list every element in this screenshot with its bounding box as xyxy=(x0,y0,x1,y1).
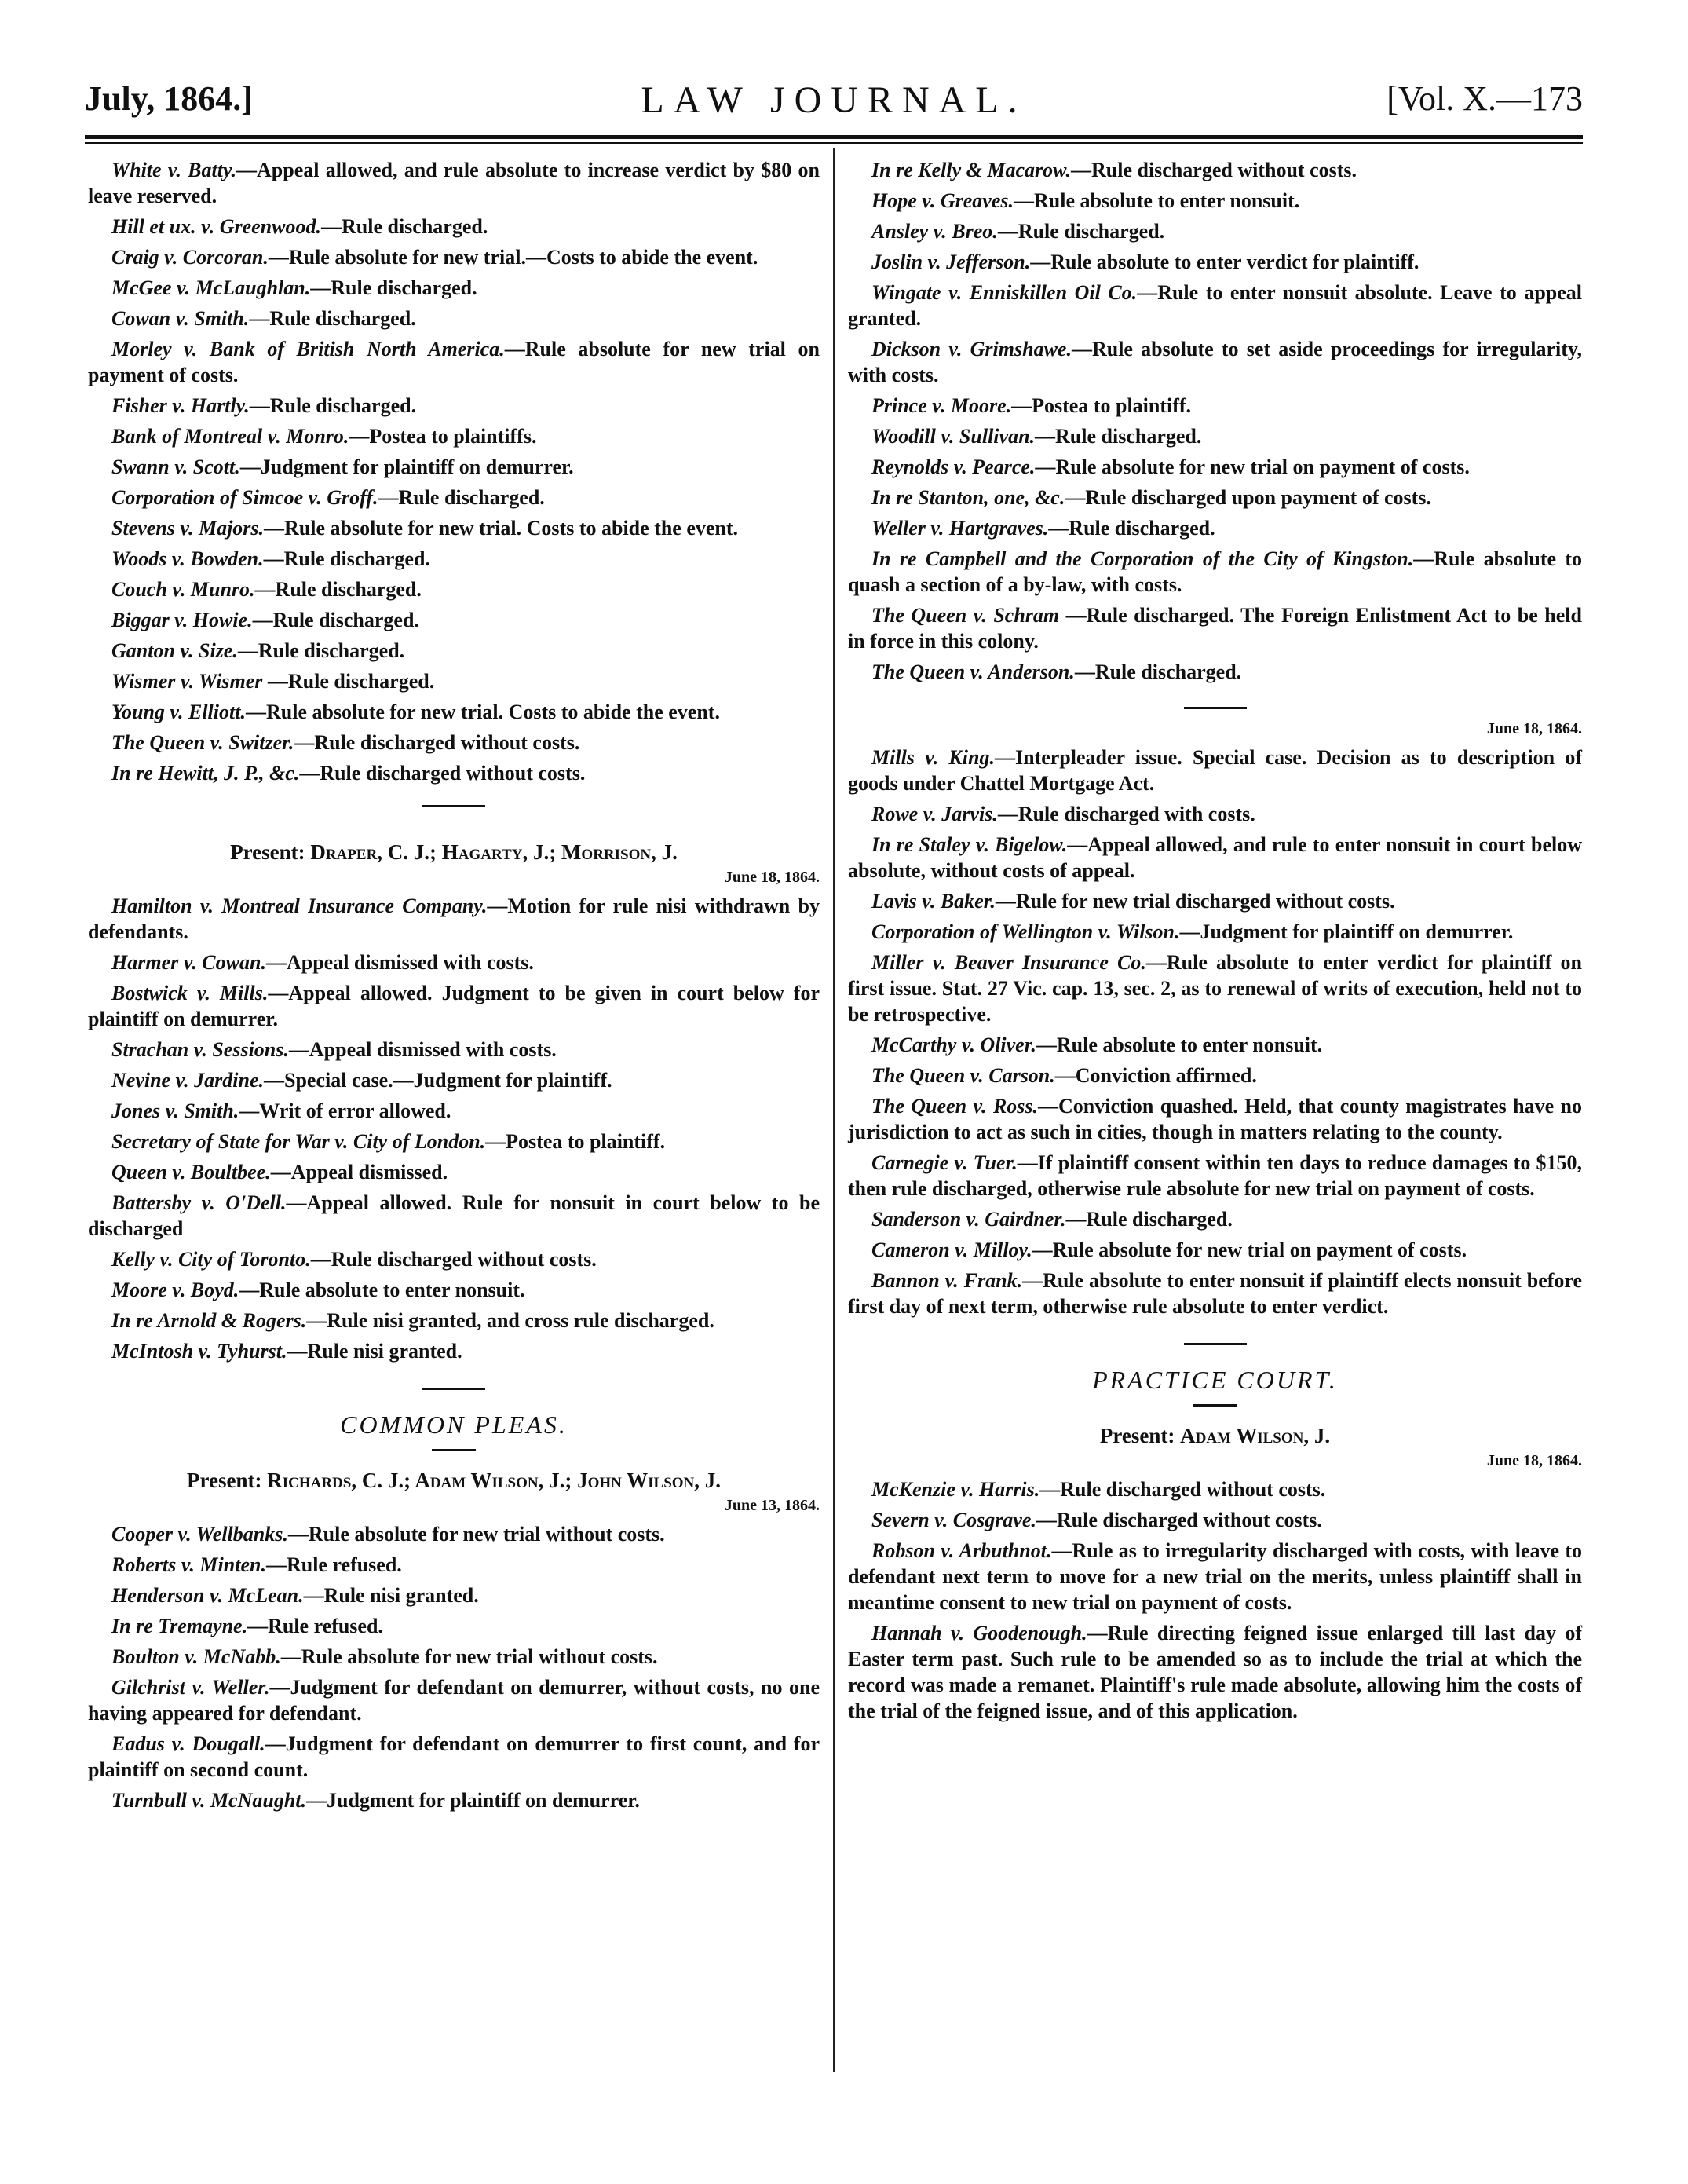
case-ruling: —Rule refused. xyxy=(265,1553,402,1576)
case-entry xyxy=(848,546,1582,598)
case-name: In re Hewitt, J. P., &c. xyxy=(111,762,300,785)
case-ruling: —Judgment for plaintiff on demurrer. xyxy=(306,1789,640,1812)
case-entry xyxy=(88,1674,820,1726)
case-entry xyxy=(848,157,1582,183)
case-name: Hill et ux. v. Greenwood. xyxy=(111,215,321,238)
case-name: Turnbull v. McNaught. xyxy=(111,1789,307,1812)
case-entry xyxy=(88,454,820,480)
case-ruling: —Appeal dismissed with costs. xyxy=(265,951,534,974)
case-name: McGee v. McLaughlan. xyxy=(111,276,311,299)
case-entry xyxy=(88,336,820,388)
case-ruling: —Rule absolute for new trial.—Costs to abide the event. xyxy=(268,246,758,269)
case-name: Robson v. Arbuthnot. xyxy=(871,1539,1052,1562)
case-name: The Queen v. Ross. xyxy=(871,1095,1039,1118)
case-entry xyxy=(88,1308,820,1333)
case-entry xyxy=(848,188,1582,214)
case-name: The Queen v. Schram xyxy=(871,604,1060,627)
case-ruling: —Judgment for plaintiff on demurrer. xyxy=(239,455,574,478)
case-entry xyxy=(88,546,820,572)
case-entry xyxy=(848,919,1582,945)
case-ruling: —If plaintiff consent within ten days to reduce damages to $150, then rule discharged, otherwise rule absolute for new trial on payment of costs. xyxy=(848,1151,1583,1200)
case-name: Reynolds v. Pearce. xyxy=(871,455,1036,478)
judges-names: Richards, C. J.; Adam Wilson, J.; John Wilson, J. xyxy=(267,1469,722,1492)
case-name: Harmer v. Cowan. xyxy=(111,951,266,974)
case-entry xyxy=(88,607,820,633)
case-ruling: —Rule discharged without costs. xyxy=(299,762,586,785)
case-entry xyxy=(848,423,1582,449)
case-ruling: —Appeal dismissed. xyxy=(270,1161,448,1183)
case-ruling: —Rule discharged. xyxy=(997,220,1165,243)
case-ruling: —Rule for new trial discharged without costs. xyxy=(995,890,1395,913)
case-name: Miller v. Beaver Insurance Co. xyxy=(871,951,1146,974)
case-ruling: —Conviction affirmed. xyxy=(1054,1064,1257,1087)
case-ruling: —Rule absolute to enter nonsuit. xyxy=(1036,1033,1323,1056)
case-name: Cameron v. Milloy. xyxy=(871,1238,1032,1261)
case-entry xyxy=(88,1338,820,1364)
case-entry xyxy=(848,280,1582,331)
case-name: Woodill v. Sullivan. xyxy=(871,425,1036,448)
case-ruling: —Judgment for defendant on demurrer to first count, and for plaintiff on second count. xyxy=(88,1732,820,1781)
case-name: Joslin v. Jefferson. xyxy=(871,251,1031,273)
right-section-3 xyxy=(848,1476,1582,1724)
present-label: Present: xyxy=(186,1469,262,1492)
case-entry xyxy=(848,393,1582,419)
right-section-2 xyxy=(848,744,1582,1319)
separator-rule xyxy=(1184,1343,1247,1345)
case-name: Nevine v. Jardine. xyxy=(111,1069,264,1092)
case-ruling: —Appeal dismissed with costs. xyxy=(288,1038,557,1061)
case-ruling: —Rule discharged. xyxy=(1074,660,1242,683)
header-rule-thin xyxy=(85,142,1583,144)
case-name: McIntosh v. Tyhurst. xyxy=(111,1340,287,1363)
case-name: Woods v. Bowden. xyxy=(111,547,264,570)
case-entry xyxy=(88,1552,820,1578)
case-ruling: —Judgment for defendant on demurrer, without costs, no one having appeared for defendant. xyxy=(88,1676,820,1725)
case-ruling: —Rule absolute to enter nonsuit. xyxy=(239,1279,525,1301)
sitting-date: June 18, 1864. xyxy=(1486,1452,1582,1469)
case-entry xyxy=(88,1129,820,1154)
case-name: Biggar v. Howie. xyxy=(111,609,253,631)
court-heading: PRACTICE COURT. xyxy=(1092,1366,1338,1394)
case-entry xyxy=(88,1644,820,1670)
case-entry xyxy=(848,218,1582,244)
case-name: Jones v. Smith. xyxy=(111,1099,239,1122)
separator-rule-small xyxy=(432,1449,476,1451)
case-entry xyxy=(88,949,820,975)
journal-title: LAW JOURNAL. xyxy=(641,79,1027,121)
case-entry xyxy=(88,1787,820,1813)
case-name: McCarthy v. Oliver. xyxy=(871,1033,1036,1056)
left-column xyxy=(88,157,820,1818)
case-ruling: —Postea to plaintiff. xyxy=(485,1130,666,1153)
case-name: Sanderson v. Gairdner. xyxy=(871,1208,1066,1231)
case-ruling: —Motion for rule nisi withdrawn by defendants. xyxy=(88,894,820,943)
case-entry xyxy=(88,423,820,449)
case-entry xyxy=(848,888,1582,914)
case-ruling: —Writ of error allowed. xyxy=(239,1099,451,1122)
case-ruling: —Rule as to irregularity discharged with costs, with leave to defendant next term to move for a new trial on the merits, unless plaintiff shall in meantime consent to new trial on payment of costs. xyxy=(848,1539,1582,1614)
case-ruling: —Rule discharged. xyxy=(249,394,417,417)
page-header xyxy=(85,79,1583,134)
case-ruling: —Judgment for plaintiff on demurrer. xyxy=(1179,920,1514,943)
case-ruling: —Rule discharged. xyxy=(1048,517,1215,540)
case-entry xyxy=(848,1150,1582,1202)
case-entry xyxy=(848,1507,1582,1533)
case-entry xyxy=(88,393,820,419)
case-entry xyxy=(848,515,1582,541)
case-entry xyxy=(848,336,1582,388)
case-entry xyxy=(88,1037,820,1063)
case-ruling: —Rule absolute to enter verdict for plaintiff on first issue. Stat. 27 Vic. cap. 13, sec. 2, as to renewal of writs of execution, held not to be retrospective. xyxy=(848,951,1582,1026)
case-name: White v. Batty. xyxy=(111,159,237,181)
case-name: The Queen v. Switzer. xyxy=(111,731,294,754)
case-ruling: —Appeal allowed. Rule for nonsuit in court below to be discharged xyxy=(88,1191,820,1240)
case-name: Rowe v. Jarvis. xyxy=(871,803,998,825)
case-name: Moore v. Boyd. xyxy=(111,1279,239,1301)
case-entry xyxy=(848,1620,1582,1724)
case-name: Secretary of State for War v. City of London. xyxy=(111,1130,486,1153)
separator-rule-small xyxy=(1193,1404,1237,1407)
sitting-date: June 18, 1864. xyxy=(1486,720,1582,737)
case-ruling: —Rule refused. xyxy=(247,1615,383,1637)
case-entry xyxy=(88,275,820,301)
case-name: Battersby v. O'Dell. xyxy=(111,1191,287,1214)
case-ruling: —Rule absolute to enter nonsuit. xyxy=(1013,189,1300,212)
case-ruling: —Rule discharged without costs. xyxy=(294,731,580,754)
case-name: Swann v. Scott. xyxy=(111,455,240,478)
case-ruling: —Rule discharged without costs. xyxy=(1036,1509,1322,1531)
sitting-date: June 13, 1864. xyxy=(724,1497,820,1514)
case-name: Dickson v. Grimshawe. xyxy=(871,338,1072,360)
case-ruling: —Rule discharged. xyxy=(310,276,477,299)
case-name: Morley v. Bank of British North America. xyxy=(111,338,505,360)
case-ruling: —Rule discharged without costs. xyxy=(1070,159,1357,181)
case-entry xyxy=(848,744,1582,796)
case-name: Corporation of Simcoe v. Groff. xyxy=(111,486,378,509)
case-entry xyxy=(88,699,820,725)
case-entry xyxy=(848,1538,1582,1615)
case-ruling: —Rule absolute to quash a section of a by-law, with costs. xyxy=(848,547,1583,596)
case-name: Carnegie v. Tuer. xyxy=(871,1151,1018,1174)
case-ruling: —Rule absolute for new trial. Costs to abide the event. xyxy=(264,517,739,540)
case-name: Eadus v. Dougall. xyxy=(111,1732,265,1755)
sitting-date: June 18, 1864. xyxy=(724,869,820,886)
case-ruling: —Rule discharged without costs. xyxy=(1039,1478,1326,1501)
case-ruling: —Rule discharged. xyxy=(1065,1208,1233,1231)
judges-names: Adam Wilson, J. xyxy=(1180,1424,1331,1447)
case-ruling: —Rule discharged. The Foreign Enlistment Act to be held in force in this colony. xyxy=(848,604,1582,653)
case-name: Bostwick v. Mills. xyxy=(111,982,269,1004)
case-name: Queen v. Boultbee. xyxy=(111,1161,271,1183)
case-entry xyxy=(88,1613,820,1639)
case-name: Lavis v. Baker. xyxy=(871,890,996,913)
column-divider xyxy=(833,148,835,2072)
case-ruling: —Rule nisi granted, and cross rule discharged. xyxy=(306,1309,714,1332)
case-name: In re Campbell and the Corporation of the City of Kingston. xyxy=(871,547,1414,570)
case-name: Henderson v. McLean. xyxy=(111,1584,304,1607)
case-name: Bannon v. Frank. xyxy=(871,1269,1023,1292)
case-ruling: —Rule nisi granted. xyxy=(287,1340,462,1363)
case-ruling: —Postea to plaintiffs. xyxy=(349,425,537,448)
case-name: Prince v. Moore. xyxy=(871,394,1012,417)
case-ruling: —Appeal allowed. Judgment to be given in court below for plaintiff on demurrer. xyxy=(88,982,820,1030)
case-name: In re Tremayne. xyxy=(111,1615,248,1637)
case-ruling: —Appeal allowed, and rule absolute to increase verdict by $80 on leave reserved. xyxy=(88,159,820,207)
case-entry xyxy=(88,980,820,1032)
case-name: Strachan v. Sessions. xyxy=(111,1038,289,1061)
case-entry xyxy=(88,485,820,510)
case-name: Boulton v. McNabb. xyxy=(111,1645,281,1668)
case-name: In re Stanton, one, &c. xyxy=(871,486,1065,509)
case-ruling: —Rule discharged upon payment of costs. xyxy=(1065,486,1431,509)
case-name: Severn v. Cosgrave. xyxy=(871,1509,1036,1531)
present-judges xyxy=(848,1422,1582,1449)
case-entry xyxy=(88,1246,820,1272)
case-entry xyxy=(88,1190,820,1242)
case-name: Young v. Elliott. xyxy=(111,701,246,723)
case-name: Couch v. Munro. xyxy=(111,578,255,601)
case-ruling: —Rule absolute for new trial on payment of costs. xyxy=(1035,455,1470,478)
case-ruling: —Special case.—Judgment for plaintiff. xyxy=(264,1069,612,1092)
case-entry xyxy=(848,1237,1582,1263)
present-label: Present: xyxy=(1099,1424,1175,1447)
case-name: In re Staley v. Bigelow. xyxy=(871,833,1068,856)
case-name: McKenzie v. Harris. xyxy=(871,1478,1040,1501)
case-name: Gilchrist v. Weller. xyxy=(111,1676,270,1699)
case-entry xyxy=(848,659,1582,685)
case-entry xyxy=(848,1268,1582,1319)
present-judges xyxy=(88,1467,820,1494)
case-ruling: —Rule absolute to set aside proceedings for irregularity, with costs. xyxy=(848,338,1582,386)
case-entry xyxy=(88,1159,820,1185)
case-entry xyxy=(848,454,1582,480)
court-heading: COMMON PLEAS. xyxy=(340,1410,568,1439)
case-entry xyxy=(88,244,820,270)
case-name: Fisher v. Hartly. xyxy=(111,394,250,417)
case-name: Ansley v. Breo. xyxy=(871,220,998,243)
case-entry xyxy=(88,515,820,541)
case-name: Cowan v. Smith. xyxy=(111,307,250,330)
case-name: The Queen v. Carson. xyxy=(871,1064,1055,1087)
case-name: Roberts v. Minten. xyxy=(111,1553,266,1576)
left-section-1 xyxy=(88,157,820,786)
case-ruling: —Rule discharged. xyxy=(254,578,422,601)
case-name: Ganton v. Size. xyxy=(111,639,238,662)
left-section-3 xyxy=(88,1521,820,1813)
case-ruling: —Rule discharged with costs. xyxy=(997,803,1255,825)
header-date: July, 1864.] xyxy=(85,79,253,118)
case-ruling: —Rule nisi granted. xyxy=(303,1584,479,1607)
case-ruling: —Rule absolute for new trial on payment of costs. xyxy=(88,338,820,386)
case-name: In re Arnold & Rogers. xyxy=(111,1309,307,1332)
case-ruling: —Rule absolute to enter verdict for plaintiff. xyxy=(1030,251,1419,273)
case-entry xyxy=(88,1731,820,1783)
case-entry xyxy=(88,1582,820,1608)
case-entry xyxy=(88,1098,820,1124)
present-judges xyxy=(88,839,820,865)
case-entry xyxy=(848,801,1582,827)
case-ruling: —Rule discharged. xyxy=(237,639,405,662)
case-entry xyxy=(88,638,820,664)
case-name: Kelly v. City of Toronto. xyxy=(111,1248,311,1271)
case-name: Bank of Montreal v. Monro. xyxy=(111,425,349,448)
case-entry xyxy=(88,668,820,694)
case-name: Hope v. Greaves. xyxy=(871,189,1014,212)
case-entry xyxy=(88,1067,820,1093)
case-ruling: —Rule absolute for new trial without costs. xyxy=(287,1523,665,1546)
header-rule xyxy=(85,135,1583,139)
case-ruling: —Rule discharged. xyxy=(262,670,435,693)
case-ruling: —Postea to plaintiff. xyxy=(1011,394,1192,417)
case-name: Corporation of Wellington v. Wilson. xyxy=(871,920,1180,943)
case-ruling: —Rule absolute for new trial on payment of costs. xyxy=(1032,1238,1467,1261)
case-ruling: —Rule discharged. xyxy=(252,609,419,631)
case-entry xyxy=(848,1476,1582,1502)
header-volume-page: [Vol. X.—173 xyxy=(1387,79,1583,118)
case-entry xyxy=(848,602,1582,654)
case-name: Hamilton v. Montreal Insurance Company. xyxy=(111,894,488,917)
case-entry xyxy=(848,1206,1582,1232)
case-entry xyxy=(88,157,820,209)
case-entry xyxy=(88,1521,820,1547)
case-entry xyxy=(88,760,820,786)
case-name: Weller v. Hartgraves. xyxy=(871,517,1049,540)
case-ruling: —Interpleader issue. Special case. Decision as to description of goods under Chattel Mortgage Act. xyxy=(848,746,1582,795)
case-entry xyxy=(88,1277,820,1303)
case-ruling: —Rule discharged. xyxy=(320,215,488,238)
case-entry xyxy=(848,485,1582,510)
case-name: Wismer v. Wismer xyxy=(111,670,263,693)
case-entry xyxy=(848,832,1582,883)
case-ruling: —Rule directing feigned issue enlarged till last day of Easter term past. Such rule to be amended so as to include the trial at which the record was made a remanet. Plaintiff's rule made absolute, allowing him the costs of the trial of the feigned issue, and of this application. xyxy=(848,1622,1583,1722)
case-entry xyxy=(88,730,820,755)
case-ruling: —Rule discharged. xyxy=(1035,425,1202,448)
present-label: Present: xyxy=(230,840,305,864)
case-entry xyxy=(88,305,820,331)
separator-rule xyxy=(422,1388,485,1390)
case-ruling: —Rule discharged. xyxy=(249,307,416,330)
separator-rule xyxy=(422,805,485,807)
case-entry xyxy=(848,1032,1582,1058)
case-ruling: —Rule absolute for new trial without costs. xyxy=(280,1645,658,1668)
case-name: Wingate v. Enniskillen Oil Co. xyxy=(871,281,1138,304)
case-name: Mills v. King. xyxy=(871,746,995,769)
case-entry xyxy=(848,249,1582,275)
case-entry xyxy=(88,576,820,602)
case-entry xyxy=(848,1093,1582,1145)
case-ruling: —Appeal allowed, and rule to enter nonsuit in court below absolute, without costs of appeal. xyxy=(848,833,1582,882)
case-ruling: —Rule absolute for new trial. Costs to abide the event. xyxy=(245,701,720,723)
case-name: Hannah v. Goodenough. xyxy=(871,1622,1087,1644)
case-entry xyxy=(88,893,820,945)
separator-rule xyxy=(1184,707,1247,709)
case-ruling: —Rule to enter nonsuit absolute. Leave to appeal granted. xyxy=(848,281,1583,330)
left-section-2 xyxy=(88,893,820,1364)
case-ruling: —Rule discharged without costs. xyxy=(310,1248,597,1271)
case-name: Craig v. Corcoran. xyxy=(111,246,269,269)
case-ruling: —Conviction quashed. Held, that county magistrates have no jurisdiction to act as such in cities, though in matters relating to the county. xyxy=(848,1095,1583,1143)
case-name: In re Kelly & Macarow. xyxy=(871,159,1071,181)
judges-names: Draper, C. J.; Hagarty, J.; Morrison, J. xyxy=(310,840,678,864)
case-name: The Queen v. Anderson. xyxy=(871,660,1075,683)
case-ruling: —Rule absolute to enter nonsuit if plaintiff elects nonsuit before first day of next term, otherwise rule absolute to enter verdict. xyxy=(848,1269,1583,1318)
case-entry xyxy=(88,214,820,240)
case-entry xyxy=(848,1063,1582,1088)
case-name: Cooper v. Wellbanks. xyxy=(111,1523,288,1546)
right-column xyxy=(848,157,1582,1729)
case-entry xyxy=(848,949,1582,1027)
case-name: Stevens v. Majors. xyxy=(111,517,265,540)
right-section-1 xyxy=(848,157,1582,685)
case-ruling: —Rule discharged. xyxy=(378,486,545,509)
case-ruling: —Rule discharged. xyxy=(263,547,430,570)
